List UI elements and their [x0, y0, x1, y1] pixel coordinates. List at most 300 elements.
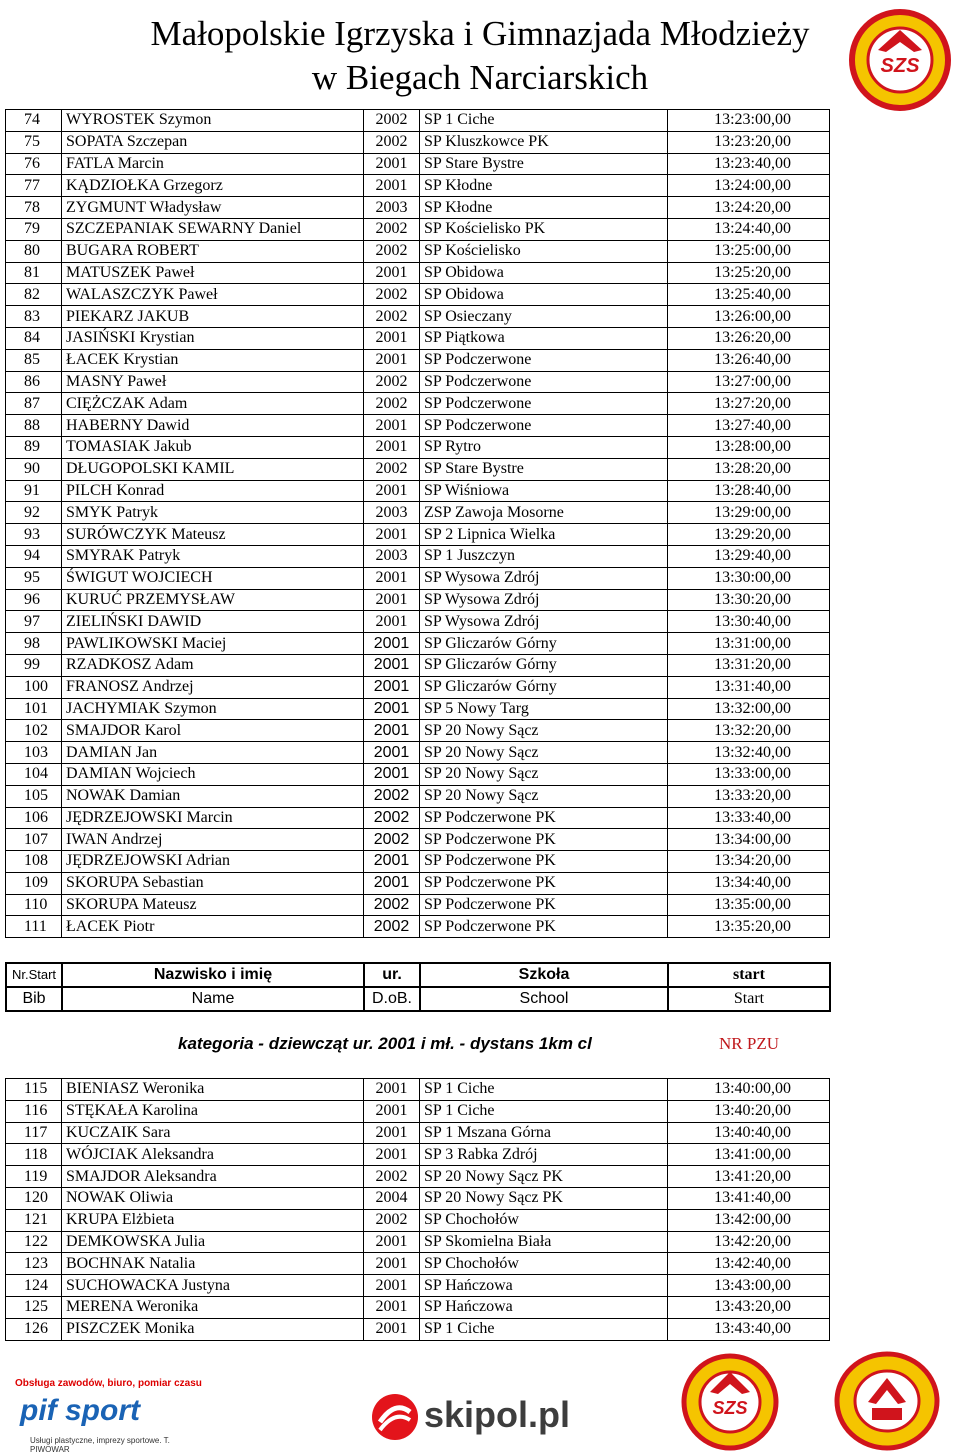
table-row — [6, 1100, 830, 1122]
name-cell: BOCHNAK Natalia — [62, 1253, 364, 1275]
school-cell: SP Wysowa Zdrój — [420, 567, 668, 589]
bib-cell: 105 — [6, 785, 62, 807]
table-row — [6, 306, 830, 328]
table-row — [6, 676, 830, 698]
header-start-pl: start — [668, 963, 830, 987]
year-cell: 2002 — [364, 218, 420, 240]
start-time-cell: 13:33:20,00 — [668, 785, 830, 807]
school-cell: SP Kłodne — [420, 197, 668, 219]
header-school-pl: Szkoła — [420, 963, 668, 987]
bib-cell: 125 — [6, 1296, 62, 1318]
school-cell: SP Podczerwone PK — [420, 872, 668, 894]
bib-cell: 115 — [6, 1079, 62, 1101]
start-time-cell: 13:27:20,00 — [668, 393, 830, 415]
start-time-cell: 13:40:40,00 — [668, 1122, 830, 1144]
bib-cell: 104 — [6, 763, 62, 785]
table-row — [6, 327, 830, 349]
year-cell: 2001 — [364, 1318, 420, 1340]
bib-cell: 102 — [6, 720, 62, 742]
year-cell: 2001 — [364, 327, 420, 349]
name-cell: SKORUPA Sebastian — [62, 872, 364, 894]
name-cell: FRANOSZ Andrzej — [62, 676, 364, 698]
year-cell: 2001 — [364, 851, 420, 873]
year-cell: 2002 — [364, 306, 420, 328]
start-time-cell: 13:26:00,00 — [668, 306, 830, 328]
skipol-brand: skipol.pl — [424, 1394, 571, 1435]
table-row — [6, 153, 830, 175]
bib-cell: 101 — [6, 698, 62, 720]
bib-cell: 121 — [6, 1209, 62, 1231]
year-cell: 2002 — [364, 393, 420, 415]
year-cell: 2001 — [364, 349, 420, 371]
start-time-cell: 13:28:40,00 — [668, 480, 830, 502]
skipol-emblem-icon — [370, 1392, 420, 1442]
year-cell: 2002 — [364, 785, 420, 807]
name-cell: DEMKOWSKA Julia — [62, 1231, 364, 1253]
year-cell: 2002 — [364, 916, 420, 938]
year-cell: 2002 — [364, 240, 420, 262]
school-cell: SP Gliczarów Górny — [420, 633, 668, 655]
school-cell: ZSP Zawoja Mosorne — [420, 502, 668, 524]
school-cell: SP Kościelisko PK — [420, 218, 668, 240]
header-school-en: School — [420, 987, 668, 1011]
table-row — [6, 611, 830, 633]
szs-seal-icon — [680, 1352, 780, 1452]
year-cell: 2001 — [364, 633, 420, 655]
skipol-logo — [370, 1392, 600, 1444]
year-cell: 2002 — [364, 284, 420, 306]
school-cell: SP Obidowa — [420, 284, 668, 306]
school-cell: SP Gliczarów Górny — [420, 676, 668, 698]
szs-logo-icon — [848, 8, 952, 112]
start-time-cell: 13:41:40,00 — [668, 1187, 830, 1209]
year-cell: 2001 — [364, 262, 420, 284]
school-cell: SP 5 Nowy Targ — [420, 698, 668, 720]
table-row — [6, 1122, 830, 1144]
table-row — [6, 1231, 830, 1253]
column-header-row-2 — [6, 987, 830, 1011]
year-cell: 2002 — [364, 458, 420, 480]
year-cell: 2001 — [364, 720, 420, 742]
start-time-cell: 13:40:00,00 — [668, 1079, 830, 1101]
table-row — [6, 393, 830, 415]
name-cell: SURÓWCZYK Mateusz — [62, 524, 364, 546]
table-row — [6, 1144, 830, 1166]
name-cell: ŁACEK Krystian — [62, 349, 364, 371]
start-time-cell: 13:29:00,00 — [668, 502, 830, 524]
school-cell: SP Podczerwone — [420, 349, 668, 371]
start-time-cell: 13:40:20,00 — [668, 1100, 830, 1122]
school-cell: SP Osieczany — [420, 306, 668, 328]
name-cell: KUCZAIK Sara — [62, 1122, 364, 1144]
bib-cell: 123 — [6, 1253, 62, 1275]
start-time-cell: 13:41:20,00 — [668, 1166, 830, 1188]
name-cell: FATLA Marcin — [62, 153, 364, 175]
column-header-row-1 — [6, 963, 830, 987]
start-time-cell: 13:25:40,00 — [668, 284, 830, 306]
bib-cell: 91 — [6, 480, 62, 502]
school-cell: SP 1 Ciche — [420, 1100, 668, 1122]
year-cell: 2002 — [364, 894, 420, 916]
year-cell: 2003 — [364, 502, 420, 524]
table-row — [6, 763, 830, 785]
start-time-cell: 13:29:40,00 — [668, 545, 830, 567]
header-name-en: Name — [62, 987, 364, 1011]
table-row — [6, 872, 830, 894]
name-cell: SMYK Patryk — [62, 502, 364, 524]
year-cell: 2001 — [364, 1253, 420, 1275]
table-row — [6, 1166, 830, 1188]
pif-sport-logo — [10, 1378, 210, 1454]
school-cell: SP 1 Ciche — [420, 1079, 668, 1101]
name-cell: WÓJCIAK Aleksandra — [62, 1144, 364, 1166]
start-time-cell: 13:35:20,00 — [668, 916, 830, 938]
bib-cell: 93 — [6, 524, 62, 546]
name-cell: JĘDRZEJOWSKI Marcin — [62, 807, 364, 829]
bib-cell: 95 — [6, 567, 62, 589]
bib-cell: 80 — [6, 240, 62, 262]
name-cell: KĄDZIOŁKA Grzegorz — [62, 175, 364, 197]
table-row — [6, 284, 830, 306]
bib-cell: 122 — [6, 1231, 62, 1253]
school-cell: SP Wysowa Zdrój — [420, 589, 668, 611]
girls-results-table — [5, 1078, 830, 1341]
bib-cell: 107 — [6, 829, 62, 851]
start-time-cell: 13:43:40,00 — [668, 1318, 830, 1340]
start-time-cell: 13:42:20,00 — [668, 1231, 830, 1253]
name-cell: NOWAK Damian — [62, 785, 364, 807]
name-cell: SMYRAK Patryk — [62, 545, 364, 567]
year-cell: 2001 — [364, 153, 420, 175]
name-cell: WALASZCZYK Paweł — [62, 284, 364, 306]
start-time-cell: 13:24:40,00 — [668, 218, 830, 240]
start-time-cell: 13:34:40,00 — [668, 872, 830, 894]
name-cell: SMAJDOR Karol — [62, 720, 364, 742]
start-time-cell: 13:34:20,00 — [668, 851, 830, 873]
year-cell: 2001 — [364, 1275, 420, 1297]
table-row — [6, 742, 830, 764]
header-name-pl: Nazwisko i imię — [62, 963, 364, 987]
bib-cell: 97 — [6, 611, 62, 633]
school-cell: SP Stare Bystre — [420, 153, 668, 175]
table-row — [6, 480, 830, 502]
start-time-cell: 13:28:00,00 — [668, 436, 830, 458]
table-row — [6, 807, 830, 829]
start-time-cell: 13:30:00,00 — [668, 567, 830, 589]
bib-cell: 124 — [6, 1275, 62, 1297]
school-cell: SP Podczerwone PK — [420, 829, 668, 851]
start-time-cell: 13:30:20,00 — [668, 589, 830, 611]
year-cell: 2001 — [364, 1079, 420, 1101]
name-cell: MATUSZEK Paweł — [62, 262, 364, 284]
school-cell: SP Wysowa Zdrój — [420, 611, 668, 633]
school-cell: SP Podczerwone — [420, 393, 668, 415]
start-time-cell: 13:43:00,00 — [668, 1275, 830, 1297]
start-time-cell: 13:32:40,00 — [668, 742, 830, 764]
start-time-cell: 13:31:40,00 — [668, 676, 830, 698]
name-cell: JĘDRZEJOWSKI Adrian — [62, 851, 364, 873]
table-row — [6, 894, 830, 916]
name-cell: PILCH Konrad — [62, 480, 364, 502]
bib-cell: 83 — [6, 306, 62, 328]
year-cell: 2001 — [364, 698, 420, 720]
table-row — [6, 698, 830, 720]
bib-cell: 98 — [6, 633, 62, 655]
name-cell: STĘKAŁA Karolina — [62, 1100, 364, 1122]
year-cell: 2001 — [364, 1231, 420, 1253]
year-cell: 2001 — [364, 763, 420, 785]
start-time-cell: 13:43:20,00 — [668, 1296, 830, 1318]
bib-cell: 81 — [6, 262, 62, 284]
school-cell: SP Obidowa — [420, 262, 668, 284]
school-cell: SP Chochołów — [420, 1253, 668, 1275]
bib-cell: 88 — [6, 415, 62, 437]
start-time-cell: 13:24:00,00 — [668, 175, 830, 197]
bib-cell: 110 — [6, 894, 62, 916]
table-row — [6, 654, 830, 676]
start-time-cell: 13:33:00,00 — [668, 763, 830, 785]
year-cell: 2001 — [364, 415, 420, 437]
year-cell: 2002 — [364, 807, 420, 829]
start-time-cell: 13:23:40,00 — [668, 153, 830, 175]
school-cell: SP Hańczowa — [420, 1296, 668, 1318]
name-cell: HABERNY Dawid — [62, 415, 364, 437]
school-cell: SP Podczerwone PK — [420, 807, 668, 829]
bib-cell: 116 — [6, 1100, 62, 1122]
school-cell: SP Wiśniowa — [420, 480, 668, 502]
bib-cell: 99 — [6, 654, 62, 676]
table-row — [6, 851, 830, 873]
name-cell: KRUPA Elżbieta — [62, 1209, 364, 1231]
school-cell: SP Kłodne — [420, 175, 668, 197]
year-cell: 2001 — [364, 611, 420, 633]
table-row — [6, 916, 830, 938]
table-row — [6, 1253, 830, 1275]
table-row — [6, 110, 830, 132]
year-cell: 2004 — [364, 1187, 420, 1209]
school-cell: SP 2 Lipnica Wielka — [420, 524, 668, 546]
year-cell: 2001 — [364, 524, 420, 546]
header-bib-pl: Nr.Start — [6, 963, 62, 987]
year-cell: 2001 — [364, 1100, 420, 1122]
name-cell: KURUĆ PRZEMYSŁAW — [62, 589, 364, 611]
school-cell: SP Piątkowa — [420, 327, 668, 349]
year-cell: 2002 — [364, 110, 420, 132]
school-cell: SP 20 Nowy Sącz — [420, 742, 668, 764]
name-cell: TOMASIAK Jakub — [62, 436, 364, 458]
year-cell: 2002 — [364, 1166, 420, 1188]
table-row — [6, 1296, 830, 1318]
year-cell: 2001 — [364, 654, 420, 676]
start-time-cell: 13:23:20,00 — [668, 131, 830, 153]
bib-cell: 75 — [6, 131, 62, 153]
table-row — [6, 545, 830, 567]
name-cell: SMAJDOR Aleksandra — [62, 1166, 364, 1188]
year-cell: 2002 — [364, 371, 420, 393]
bib-cell: 92 — [6, 502, 62, 524]
table-row — [6, 436, 830, 458]
school-cell: SP 20 Nowy Sącz — [420, 720, 668, 742]
bib-cell: 90 — [6, 458, 62, 480]
header-start-en: Start — [668, 987, 830, 1011]
name-cell: PISZCZEK Monika — [62, 1318, 364, 1340]
table-row — [6, 175, 830, 197]
column-header-table — [5, 962, 831, 1012]
table-row — [6, 262, 830, 284]
start-time-cell: 13:27:00,00 — [668, 371, 830, 393]
bib-cell: 117 — [6, 1122, 62, 1144]
bib-cell: 111 — [6, 916, 62, 938]
table-row — [6, 502, 830, 524]
pif-sport-tagline: Obsługa zawodów, biuro, pomiar czasu — [15, 1378, 202, 1389]
bib-cell: 103 — [6, 742, 62, 764]
girls-category-label: kategoria - dziewcząt ur. 2001 i mł. - dystans 1km cl — [178, 1034, 592, 1053]
school-cell: SP 20 Nowy Sącz PK — [420, 1187, 668, 1209]
school-cell: SP Kluszkowce PK — [420, 131, 668, 153]
school-cell: SP Podczerwone — [420, 415, 668, 437]
bib-cell: 89 — [6, 436, 62, 458]
start-time-cell: 13:27:40,00 — [668, 415, 830, 437]
name-cell: BIENIASZ Weronika — [62, 1079, 364, 1101]
school-cell: SP Podczerwone PK — [420, 851, 668, 873]
table-row — [6, 458, 830, 480]
bib-cell: 119 — [6, 1166, 62, 1188]
start-time-cell: 13:32:00,00 — [668, 698, 830, 720]
table-row — [6, 218, 830, 240]
pif-sport-footer: Usługi plastyczne, imprezy sportowe. T. PIWOWAR — [30, 1436, 170, 1454]
school-cell: SP Podczerwone PK — [420, 916, 668, 938]
bib-cell: 79 — [6, 218, 62, 240]
table-row — [6, 633, 830, 655]
school-cell: SP 1 Mszana Górna — [420, 1122, 668, 1144]
table-row — [6, 1187, 830, 1209]
bib-cell: 96 — [6, 589, 62, 611]
start-time-cell: 13:23:00,00 — [668, 110, 830, 132]
name-cell: BUGARA ROBERT — [62, 240, 364, 262]
school-cell: SP Stare Bystre — [420, 458, 668, 480]
header-year-en: D.oB. — [364, 987, 420, 1011]
bib-cell: 126 — [6, 1318, 62, 1340]
name-cell: SKORUPA Mateusz — [62, 894, 364, 916]
year-cell: 2001 — [364, 480, 420, 502]
start-time-cell: 13:26:40,00 — [668, 349, 830, 371]
table-row — [6, 524, 830, 546]
page-title-line-2: w Biegach Narciarskich — [311, 58, 649, 97]
table-row — [6, 567, 830, 589]
start-time-cell: 13:34:00,00 — [668, 829, 830, 851]
bib-cell: 86 — [6, 371, 62, 393]
bib-cell: 85 — [6, 349, 62, 371]
table-row — [6, 785, 830, 807]
start-time-cell: 13:28:20,00 — [668, 458, 830, 480]
bib-cell: 118 — [6, 1144, 62, 1166]
year-cell: 2001 — [364, 589, 420, 611]
bib-cell: 100 — [6, 676, 62, 698]
name-cell: ŁACEK Piotr — [62, 916, 364, 938]
header-bib-en: Bib — [6, 987, 62, 1011]
school-cell: SP Podczerwone PK — [420, 894, 668, 916]
bib-cell: 94 — [6, 545, 62, 567]
school-cell: SP 20 Nowy Sącz — [420, 763, 668, 785]
bib-cell: 120 — [6, 1187, 62, 1209]
table-row — [6, 349, 830, 371]
year-cell: 2001 — [364, 1296, 420, 1318]
bib-cell: 76 — [6, 153, 62, 175]
table-row — [6, 829, 830, 851]
start-time-cell: 13:35:00,00 — [668, 894, 830, 916]
year-cell: 2001 — [364, 436, 420, 458]
table-row — [6, 131, 830, 153]
year-cell: 2003 — [364, 545, 420, 567]
school-cell: SP 1 Ciche — [420, 1318, 668, 1340]
name-cell: MERENA Weronika — [62, 1296, 364, 1318]
table-row — [6, 371, 830, 393]
pif-sport-brand: pif sport — [20, 1394, 140, 1427]
school-cell: SP 20 Nowy Sącz — [420, 785, 668, 807]
year-cell: 2001 — [364, 872, 420, 894]
start-time-cell: 13:31:00,00 — [668, 633, 830, 655]
name-cell: JASIŃSKI Krystian — [62, 327, 364, 349]
table-row — [6, 1318, 830, 1340]
school-cell: SP 20 Nowy Sącz PK — [420, 1166, 668, 1188]
name-cell: IWAN Andrzej — [62, 829, 364, 851]
year-cell: 2003 — [364, 197, 420, 219]
bib-cell: 84 — [6, 327, 62, 349]
school-cell: SP Kościelisko — [420, 240, 668, 262]
start-time-cell: 13:33:40,00 — [668, 807, 830, 829]
start-time-cell: 13:32:20,00 — [668, 720, 830, 742]
year-cell: 2001 — [364, 1144, 420, 1166]
name-cell: DŁUGOPOLSKI KAMIL — [62, 458, 364, 480]
szs-logo-text: SZS — [880, 55, 920, 77]
year-cell: 2001 — [364, 567, 420, 589]
bib-cell: 87 — [6, 393, 62, 415]
school-cell: SP Chochołów — [420, 1209, 668, 1231]
start-time-cell: 13:41:00,00 — [668, 1144, 830, 1166]
name-cell: ZIELIŃSKI DAWID — [62, 611, 364, 633]
name-cell: RZADKOSZ Adam — [62, 654, 364, 676]
table-row — [6, 1079, 830, 1101]
page-title-line-1: Małopolskie Igrzyska i Gimnazjada Młodzieży — [150, 14, 810, 53]
table-row — [6, 720, 830, 742]
year-cell: 2002 — [364, 131, 420, 153]
year-cell: 2001 — [364, 1122, 420, 1144]
name-cell: SZCZEPANIAK SEWARNY Daniel — [62, 218, 364, 240]
bib-cell: 77 — [6, 175, 62, 197]
table-row — [6, 1275, 830, 1297]
table-row — [6, 197, 830, 219]
bib-cell: 108 — [6, 851, 62, 873]
start-time-cell: 13:31:20,00 — [668, 654, 830, 676]
start-time-cell: 13:42:40,00 — [668, 1253, 830, 1275]
school-cell: SP Rytro — [420, 436, 668, 458]
school-cell: SP Skomielna Biała — [420, 1231, 668, 1253]
name-cell: DAMIAN Wojciech — [62, 763, 364, 785]
name-cell: WYROSTEK Szymon — [62, 110, 364, 132]
name-cell: SUCHOWACKA Justyna — [62, 1275, 364, 1297]
year-cell: 2001 — [364, 175, 420, 197]
name-cell: PIEKARZ JAKUB — [62, 306, 364, 328]
start-time-cell: 13:30:40,00 — [668, 611, 830, 633]
name-cell: DAMIAN Jan — [62, 742, 364, 764]
year-cell: 2002 — [364, 1209, 420, 1231]
school-cell: SP Gliczarów Górny — [420, 654, 668, 676]
boys-results-table — [5, 109, 830, 938]
school-cell: SP Podczerwone — [420, 371, 668, 393]
table-row — [6, 589, 830, 611]
start-time-cell: 13:25:00,00 — [668, 240, 830, 262]
school-cell: SP 3 Rabka Zdrój — [420, 1144, 668, 1166]
